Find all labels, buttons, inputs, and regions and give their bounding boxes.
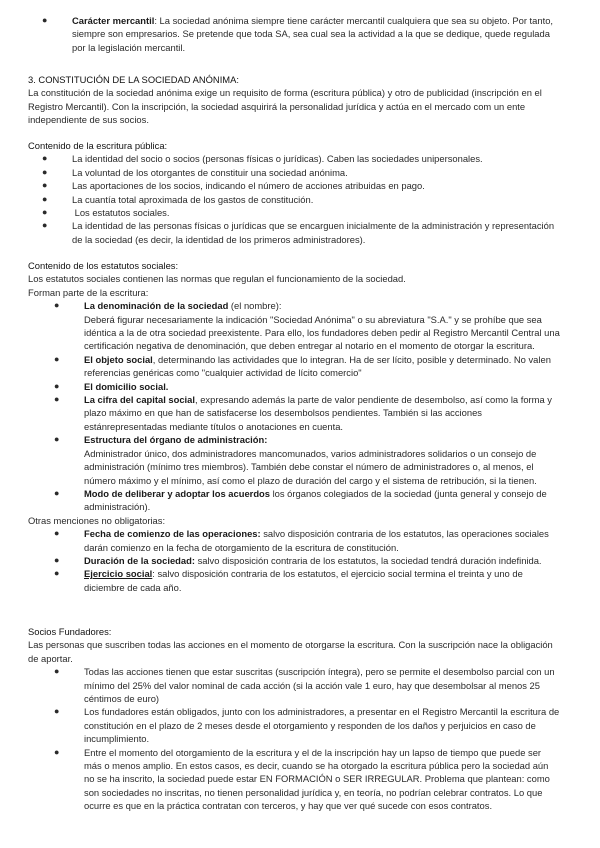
otras-list [28,527,560,594]
estatutos-line2: Forman parte de la escritura: [28,286,149,298]
list-item [28,179,560,192]
item-text: La voluntad de los otorgantes de constituir una sociedad anónima. [72,166,348,178]
list-item [28,299,560,353]
bullet-icon: ● [54,568,60,579]
estatutos-section [28,259,560,594]
list-item [28,219,560,246]
intro-bullet-list [28,14,560,54]
item-detail: Administrador único, dos administradores mancomunados, varios administradores solidarios o un consejo de administración (mínimo tres miembros). También debe constar el número de administradores o, al menos, el número máximo y el mínimo, así como el plazo de duración del cargo y el sistema de retribución, si la tienen. [84,447,537,486]
otras-heading: Otras menciones no obligatorias: [28,514,166,526]
item-text: Las aportaciones de los socios, indicando el número de acciones atribuidas en pago. [72,180,425,192]
item-term: La denominación de la sociedad [84,300,229,312]
section-3 [28,73,560,127]
section-heading: 3. CONSTITUCIÓN DE LA SOCIEDAD ANÓNIMA: [28,74,239,85]
list-item [28,746,560,813]
escritura-list [28,152,560,246]
bullet-icon: ● [54,394,60,405]
fundadores-list [28,665,560,812]
section-paragraph: La constitución de la sociedad anónima exige un requisito de forma (escritura pública) y otro de publicidad (inscripción en el Registro Mercantil). Con la inscripción, la sociedad asquirirá la personalidad jurídica y actúa en el mercado com un ente independiente de sus socios. [28,87,542,126]
bullet-icon: ● [42,15,48,25]
item-term: La cifra del capital social [84,394,195,406]
list-item [28,705,560,745]
fundadores-section [28,625,560,813]
estatutos-list [28,299,560,514]
list-item [28,206,560,219]
bullet-icon: ● [42,220,48,231]
fundadores-heading: Socios Fundadores: [28,626,112,637]
list-item [28,554,560,567]
bullet-icon: ● [54,746,60,757]
item-text: (el nombre): [228,300,282,312]
escritura-heading: Contenido de la escritura pública: [28,140,168,151]
bullet-icon: ● [42,207,48,218]
item-term: El domicilio social. [84,380,169,392]
list-item [28,14,560,54]
item-text: Los fundadores están obligados, junto con los administradores, a presentar en el Registro Mercantil la escritura de constitución en el plazo de 2 meses desde el otorgamiento y responden de los daños y perjuicios en caso de incumplimiento. [84,706,560,745]
intro-bullet-block [28,14,560,54]
bullet-icon: ● [54,380,60,391]
item-term: Modo de deliberar y adoptar los acuerdos [84,487,270,499]
list-item [28,152,560,165]
bullet-icon: ● [42,153,48,164]
bullet-icon: ● [54,706,60,717]
item-text: : La sociedad anónima siempre tiene carácter mercantil cualquiera que sea su objeto. Por tanto, siempre son empresarios. Se pretende que toda SA, sea cual sea la actividad a la que se dedique, quede regulada por la legislación mercantil. [72,15,554,53]
list-item [28,567,560,594]
bullet-icon: ● [54,666,60,677]
list-item [28,380,560,393]
item-term: Estructura del órgano de administración: [84,434,268,446]
item-text: los órganos colegiados de la sociedad (junta general y consejo de administración). [84,487,547,513]
item-term: Carácter mercantil [72,15,155,26]
list-item [28,527,560,554]
escritura-section [28,139,560,246]
bullet-icon: ● [54,353,60,364]
bullet-icon: ● [54,300,60,311]
item-text: La identidad del socio o socios (personas físicas o jurídicas). Caben las sociedades unipersonales. [72,153,483,165]
item-term: Ejercicio social [84,568,153,580]
estatutos-heading: Contenido de los estatutos sociales: [28,260,179,271]
list-item [28,353,560,380]
bullet-icon: ● [54,434,60,445]
item-text: Entre el momento del otorgamiento de la escritura y el de la inscripción hay un lapso de tiempo que puede ser más o menos amplio. En estos casos, es decir, cuando se ha otorgado la escritura pública pero la sociedad aún no se ha inscrito, la sociedad puede estar EN FORMACIÓN o SER IRREGULAR. Problema que plantean: como son sociedades no inscritas, no tienen personalidad jurídica y, en teoría, no podrían celebrar contratos. Lo que ocurre es que en la práctica contratan con terceros, y hay que ver qué sucede con esos contratos. [84,746,550,812]
bullet-icon: ● [54,487,60,498]
item-term: El objeto social [84,353,153,365]
item-term: Duración de la sociedad: [84,554,195,566]
item-text: La cuantía total aproximada de los gastos de constitución. [72,193,314,205]
item-text: , expresando además la parte de valor pendiente de desembolso, así como la forma y plazo máximo en que han de satisfacerse los desembolsos pendientes. También si las acciones estánrepresentadas mediante títulos o anotaciones en cuenta. [84,394,552,432]
bullet-icon: ● [42,180,48,191]
item-text: Los estatutos sociales. [72,207,170,219]
bullet-icon: ● [54,528,60,539]
bullet-icon: ● [42,193,48,204]
bullet-icon: ● [54,554,60,565]
list-item [28,665,560,705]
list-item [28,193,560,206]
item-text: La identidad de las personas físicas o jurídicas que se encarguen inicialmente de la administración y representación de la sociedad (es decir, la identidad de los primeros administradores). [72,220,555,245]
estatutos-line1: Los estatutos sociales contienen las normas que regulan el funcionamiento de la sociedad. [28,273,406,285]
item-term: Fecha de comienzo de las operaciones: [84,528,261,540]
item-text: : salvo disposición contraria de los estatutos, el ejercicio social termina el treinta y uno de diciembre de cada año. [84,568,523,593]
item-text: Todas las acciones tienen que estar suscritas (suscripción íntegra), pero se permite el desembolso parcial con un mínimo del 25% del valor nominal de cada acción (si la acción vale 1 euro, hay que desembolsar al menos 25 céntimos de euro) [84,666,555,705]
list-item [28,166,560,179]
list-item [28,433,560,487]
item-text: salvo disposición contraria de los estatutos, la sociedad tendrá duración indefinida. [194,554,542,566]
bullet-icon: ● [42,166,48,177]
list-item [28,393,560,433]
list-item [28,487,560,514]
item-text: salvo disposición contraria de los estatutos, las operaciones sociales darán comienzo en la fecha de otorgamiento de la escritura de constitución. [84,528,549,553]
item-text: , determinando las actividades que lo integran. Ha de ser lícito, posible y determinado. No valen referencias genéricas como "cualquier actividad de lícito comercio" [84,353,551,379]
item-detail: Deberá figurar necesariamente la indicación "Sociedad Anónima" o su abreviatura "S.A." y se prohíbe que sea idéntica a la de otra sociedad preexistente. Para ello, los fundadores deben pedir al Registro Mercantil Central una certificación negativa de denominación, que deben entregar al notario en el momento de otorgar la escritura. [84,313,560,352]
fundadores-paragraph: Las personas que suscriben todas las acciones en el momento de otorgarse la escritura. Con la suscripción nace la obligación de aportar. [28,639,553,664]
